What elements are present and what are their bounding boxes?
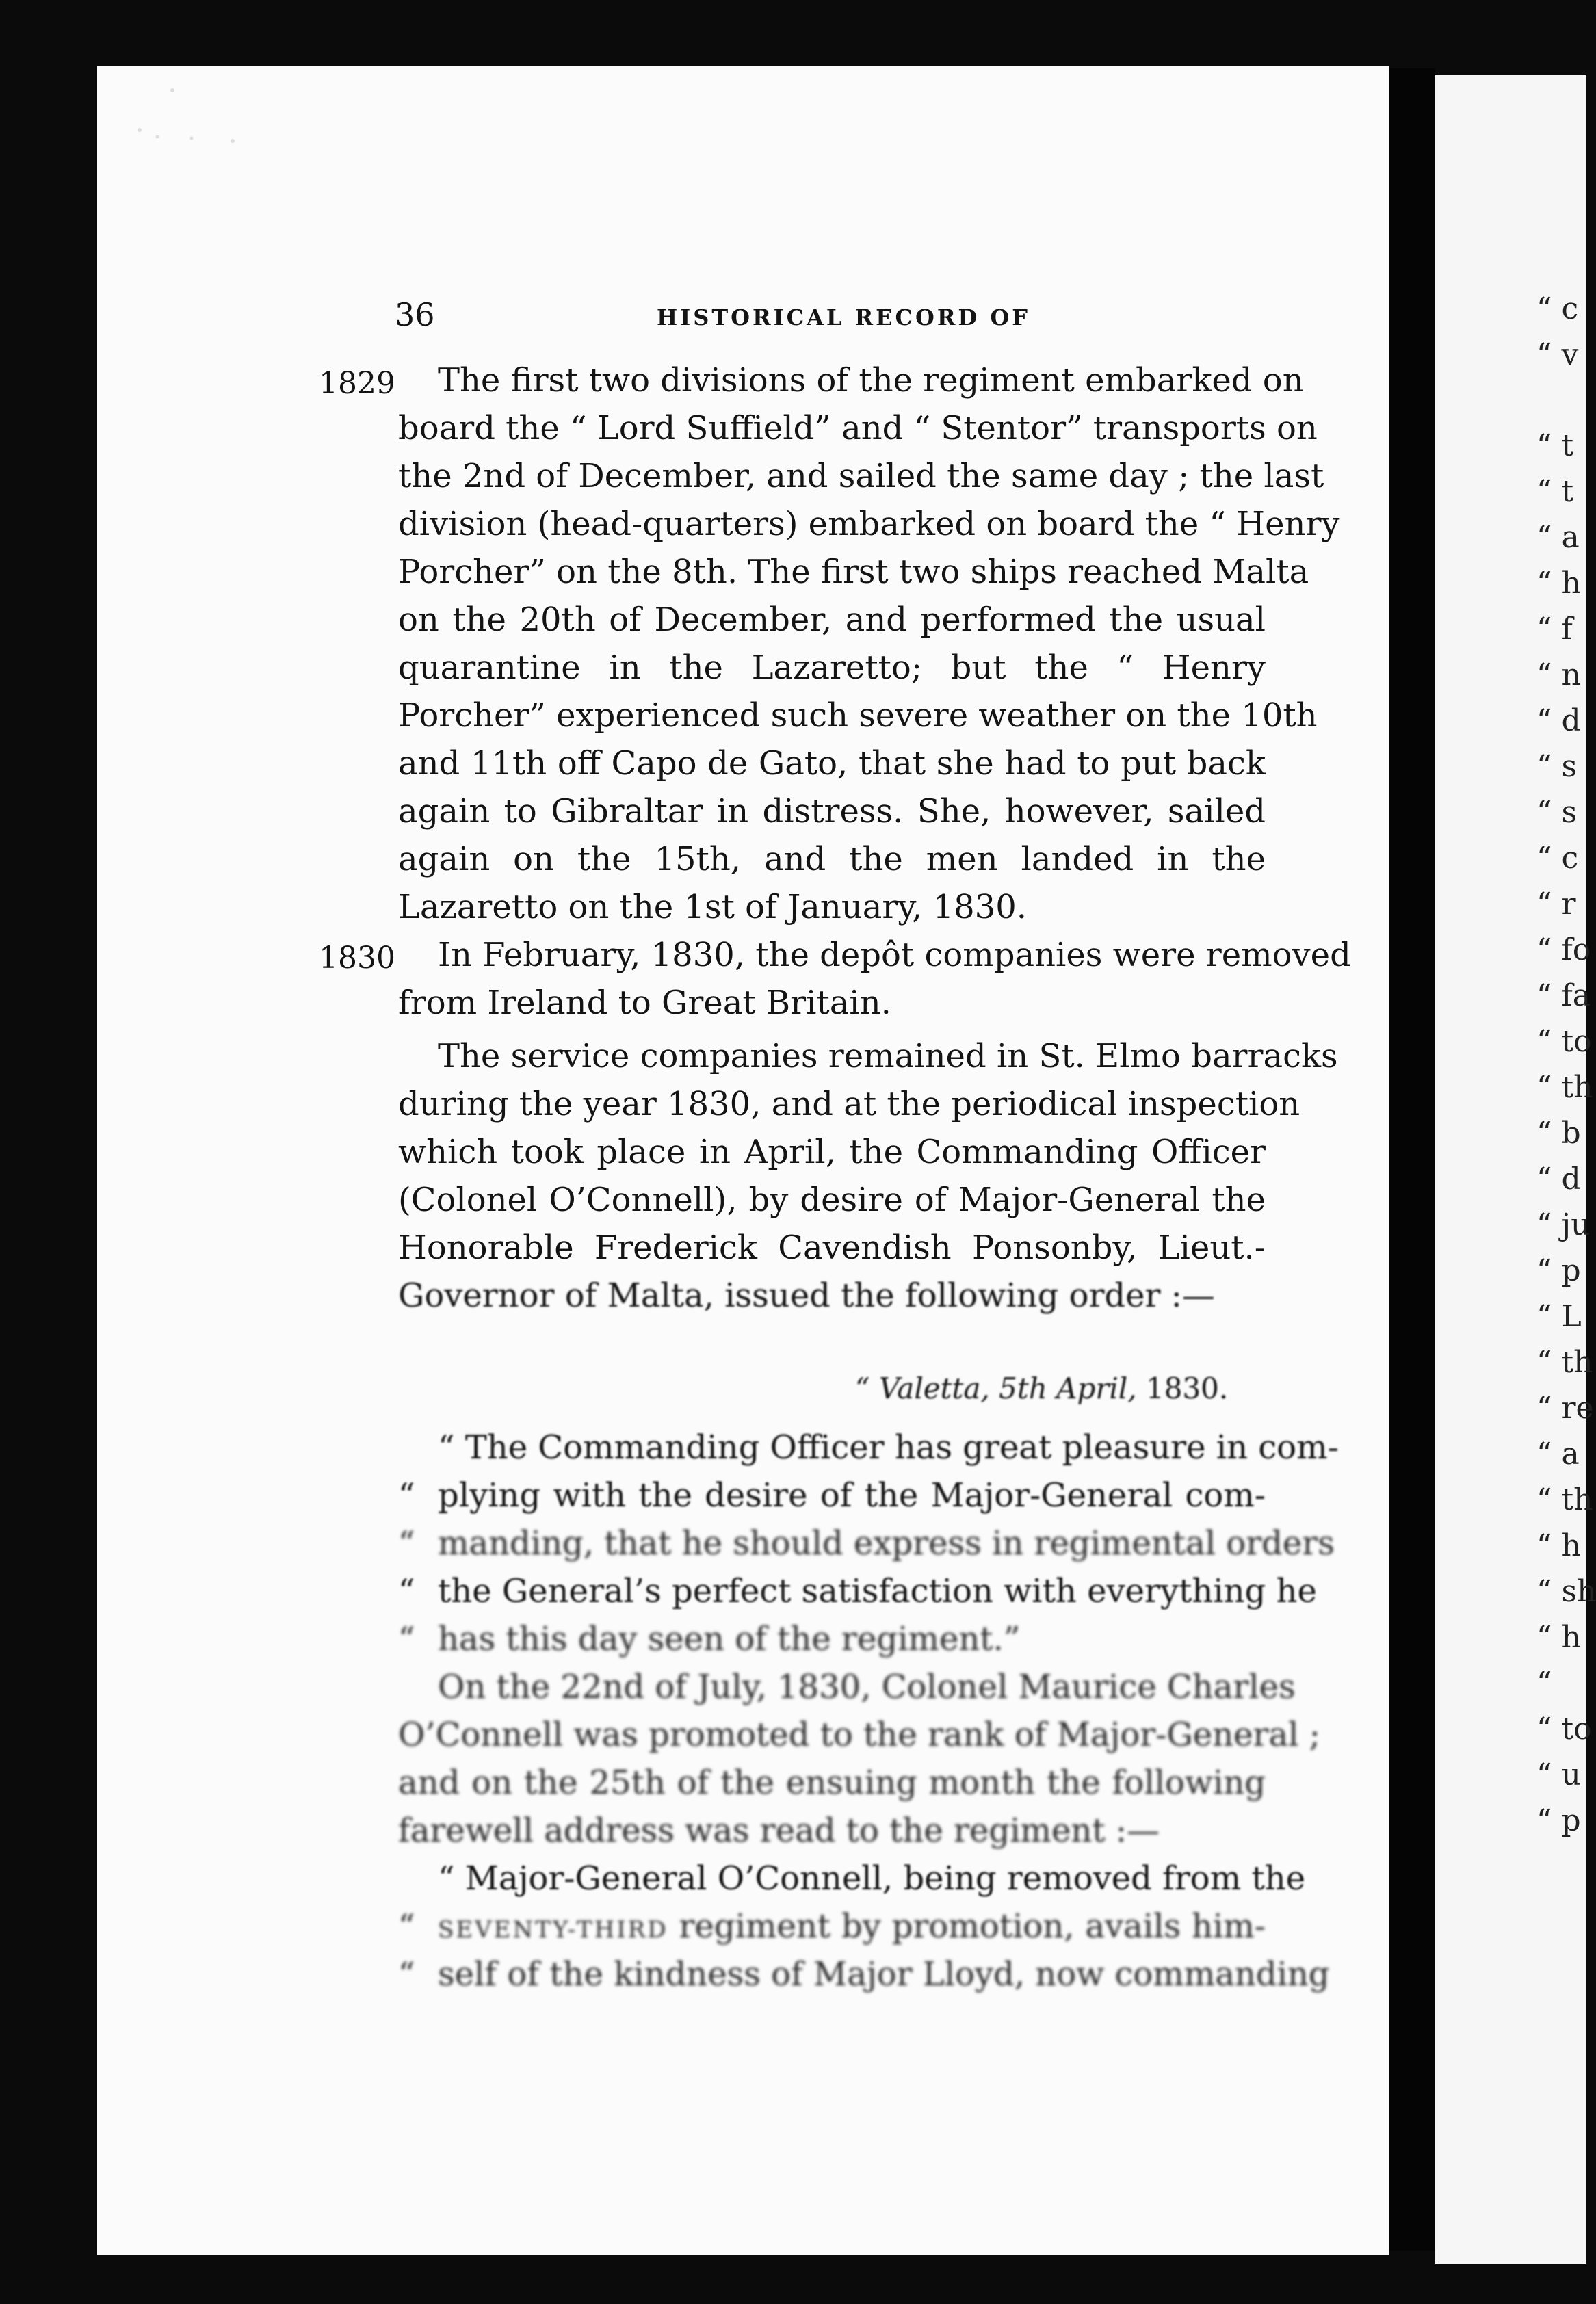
quote-text: self of the kindness of Major Lloyd, now commanding [438,1955,1330,1993]
scan-specks [130,75,267,171]
quote-mark: “ [398,1907,415,1946]
quote-line: “ The Commanding Officer has great pleasure in com- [438,1428,1339,1467]
text-line: Porcher” on the 8th. The first two ships reached Malta [398,553,1309,591]
facing-page-fragment: “ to [1536,1024,1592,1059]
text-line: Porcher” experienced such severe weather on the 10th [398,696,1318,735]
facing-page-fragment: “ h [1536,1620,1581,1655]
text-line: again on the 15th, and the men landed in the [398,840,1266,878]
facing-page-fragment: “ r [1536,887,1576,921]
quote-line [398,1615,1266,1663]
text-line: and 11th off Capo de Gato, that she had to put back [398,744,1266,783]
order-dateline [855,1365,1266,1413]
text-line: during the year 1830, and at the periodical inspection [398,1085,1300,1123]
quote-mark: “ [398,1572,415,1610]
quote-line: “ Major-General O’Connell, being removed from the [438,1859,1306,1898]
facing-page-fragment: “ c [1536,841,1579,876]
text-line: from Ireland to Great Britain. [398,984,891,1022]
quote-text: has this day seen of the regiment.” [438,1620,1021,1658]
quote-line [398,1471,1266,1519]
facing-page-fragment: “ th [1536,1482,1593,1517]
facing-page-fragment: “ t [1536,474,1574,509]
text-line: Lazaretto on the 1st of January, 1830. [398,888,1027,926]
quote-mark: “ [398,1524,415,1562]
text-line: again to Gibraltar in distress. She, however, sailed [398,792,1266,830]
text-line: on the 20th of December, and performed the usual [398,601,1266,639]
facing-page-fragment: “ d [1536,703,1581,738]
facing-page-fragment: “ a [1536,520,1580,555]
facing-page-fragment: “ c [1536,291,1579,326]
text-line: (Colonel O’Connell), by desire of Major-General the [398,1181,1266,1219]
quote-mark: “ [398,1955,415,1993]
facing-page-fragment: “ p [1536,1253,1581,1288]
facing-page-fragment: “ t [1536,428,1574,463]
facing-page-fragment: “ L [1536,1299,1582,1334]
text-line: Governor of Malta, issued the following order :— [398,1277,1215,1315]
text-line: In February, 1830, the depôt companies were removed [438,936,1351,974]
facing-page-fragment: “ [1536,1666,1552,1701]
facing-page-fragment: “ d [1536,1162,1581,1196]
text-line: On the 22nd of July, 1830, Colonel Maurice Charles [438,1668,1296,1706]
facing-page-fragment: “ s [1536,749,1578,784]
text-line: the 2nd of December, and sailed the same day ; the last [398,457,1324,495]
facing-page-fragment: “ h [1536,566,1581,601]
facing-page-fragment: “ s [1536,795,1578,830]
facing-page-fragment: “ b [1536,1116,1581,1151]
text-line: board the “ Lord Suffield” and “ Stentor” transports on [398,409,1318,447]
text-line: quarantine in the Lazaretto; but the “ Henry [398,649,1266,687]
facing-page-fragment: “ sh [1536,1574,1596,1609]
quote-line [398,1950,1330,1998]
text-line: The service companies remained in St. Elmo barracks [438,1037,1338,1075]
page-number: 36 [395,296,435,333]
facing-page-fragment: “ to [1536,1712,1592,1746]
quote-text: the General’s perfect satisfaction with everything he [438,1572,1317,1610]
quote-text: regiment by promotion, avails him- [668,1907,1266,1946]
quote-line [398,1567,1317,1615]
dateline-year: 1830. [1146,1372,1229,1405]
quote-text: manding, that he should express in regimental orders [438,1524,1335,1562]
quote-line [398,1519,1335,1567]
facing-page-fragment: “ fa [1536,978,1591,1013]
regiment-smallcaps: SEVENTY-THIRD [438,1916,668,1943]
quote-mark: “ [398,1620,415,1658]
text-line: division (head-quarters) embarked on board the “ Henry [398,505,1340,543]
facing-page-fragment: “ a [1536,1437,1580,1471]
facing-page-fragment: “ re [1536,1391,1594,1426]
quote-text: plying with the desire of the Major-General com- [438,1476,1266,1515]
facing-page-fragment: “ u [1536,1757,1581,1792]
facing-page-fragment: “ h [1536,1528,1581,1563]
quote-mark: “ [398,1476,415,1515]
facing-page-fragment: “ f [1536,612,1573,646]
facing-page-fragment: “ n [1536,657,1581,692]
facing-page-fragment: “ th [1536,1070,1593,1105]
quote-line [398,1902,1266,1954]
facing-page-fragment: “ fo [1536,932,1591,967]
facing-page-fragment: “ th [1536,1345,1593,1380]
facing-page-fragment: “ p [1536,1803,1581,1838]
text-line: O’Connell was promoted to the rank of Major-General ; [398,1716,1320,1754]
margin-year-1830: 1830 [319,941,395,976]
text-line: Honorable Frederick Cavendish Ponsonby, Lieut.- [398,1229,1266,1267]
text-line: farewell address was read to the regiment :— [398,1811,1160,1850]
facing-page-fragment: “ v [1536,337,1579,372]
facing-page [1435,75,1596,2264]
text-line: The first two divisions of the regiment embarked on [438,361,1304,400]
text-line: which took place in April, the Commanding Officer [398,1133,1266,1171]
text-line: and on the 25th of the ensuing month the following [398,1764,1266,1802]
facing-page-fragment: “ ju [1536,1207,1591,1242]
dateline-place: “ Valetta, 5th April, [855,1372,1137,1405]
book-gutter [1389,68,1435,2251]
margin-year-1829: 1829 [319,366,395,401]
running-head: HISTORICAL RECORD OF [657,304,1030,330]
page-header [0,291,1586,335]
